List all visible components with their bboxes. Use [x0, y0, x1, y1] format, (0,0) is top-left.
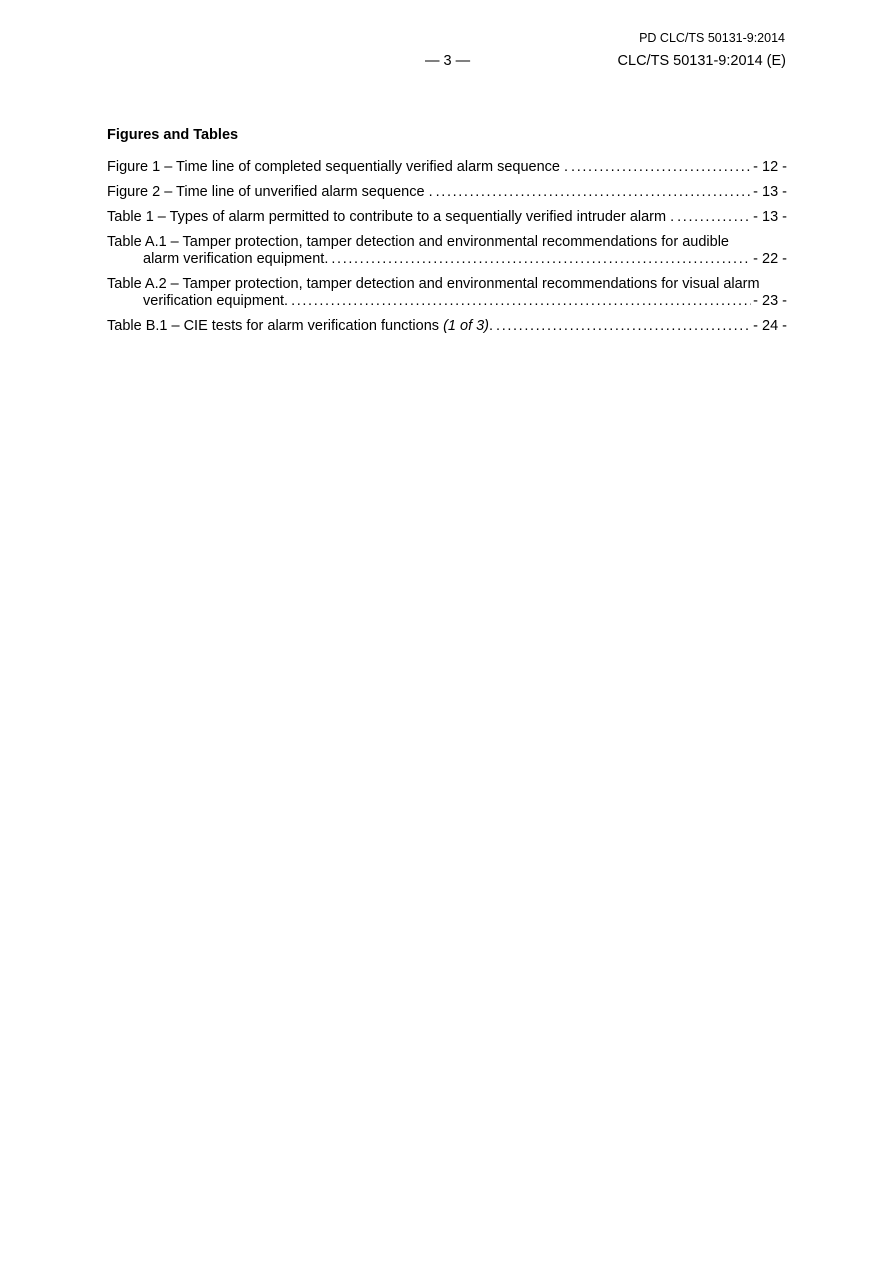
toc-entry-text: Figure 1 – Time line of completed sequentially verified alarm sequence .: [107, 159, 569, 175]
toc-entry-page: - 23 -: [753, 293, 787, 309]
toc-entry-text-line1: Table A.1 – Tamper protection, tamper detection and environmental recommendations for audible: [107, 234, 729, 250]
dot-leader: [496, 318, 751, 335]
toc-entry[interactable]: [107, 184, 787, 201]
toc-entry[interactable]: [107, 318, 787, 335]
toc-entry-page: - 22 -: [753, 251, 787, 267]
toc-entry-text: [107, 318, 493, 335]
toc-entry[interactable]: [107, 234, 787, 268]
toc-entry-text-line2: verification equipment.: [143, 293, 289, 309]
toc-entry-page: - 13 -: [753, 184, 787, 200]
dot-leader: [331, 251, 751, 268]
toc-entry-text-end: .: [489, 318, 494, 334]
dot-leader: [291, 293, 751, 310]
toc-entry-text-line2: alarm verification equipment.: [143, 251, 329, 267]
page-number: — 3 —: [425, 53, 471, 69]
toc-entry[interactable]: [107, 276, 787, 310]
dot-leader: [436, 184, 752, 201]
toc-entry-text-italic: (1 of 3): [443, 318, 490, 334]
dot-leader: [677, 209, 751, 226]
toc-entry-text-line1: Table A.2 – Tamper protection, tamper detection and environmental recommendations for visual alarm: [107, 276, 760, 292]
toc-entry[interactable]: [107, 159, 787, 176]
toc-entry-text: Figure 2 – Time line of unverified alarm sequence .: [107, 184, 433, 200]
toc-list: [107, 159, 787, 343]
section-title: Figures and Tables: [107, 127, 239, 143]
toc-entry-page: - 24 -: [753, 318, 787, 334]
toc-entry-text-main: Table B.1 – CIE tests for alarm verification functions: [107, 318, 444, 334]
header-doc-code: CLC/TS 50131-9:2014 (E): [617, 53, 786, 69]
toc-entry-page: - 13 -: [753, 209, 787, 225]
dot-leader: [571, 159, 751, 176]
header-small-code: PD CLC/TS 50131-9:2014: [639, 31, 785, 45]
toc-entry[interactable]: [107, 209, 787, 226]
toc-entry-page: - 12 -: [753, 159, 787, 175]
toc-entry-text: Table 1 – Types of alarm permitted to contribute to a sequentially verified intruder alarm .: [107, 209, 675, 225]
